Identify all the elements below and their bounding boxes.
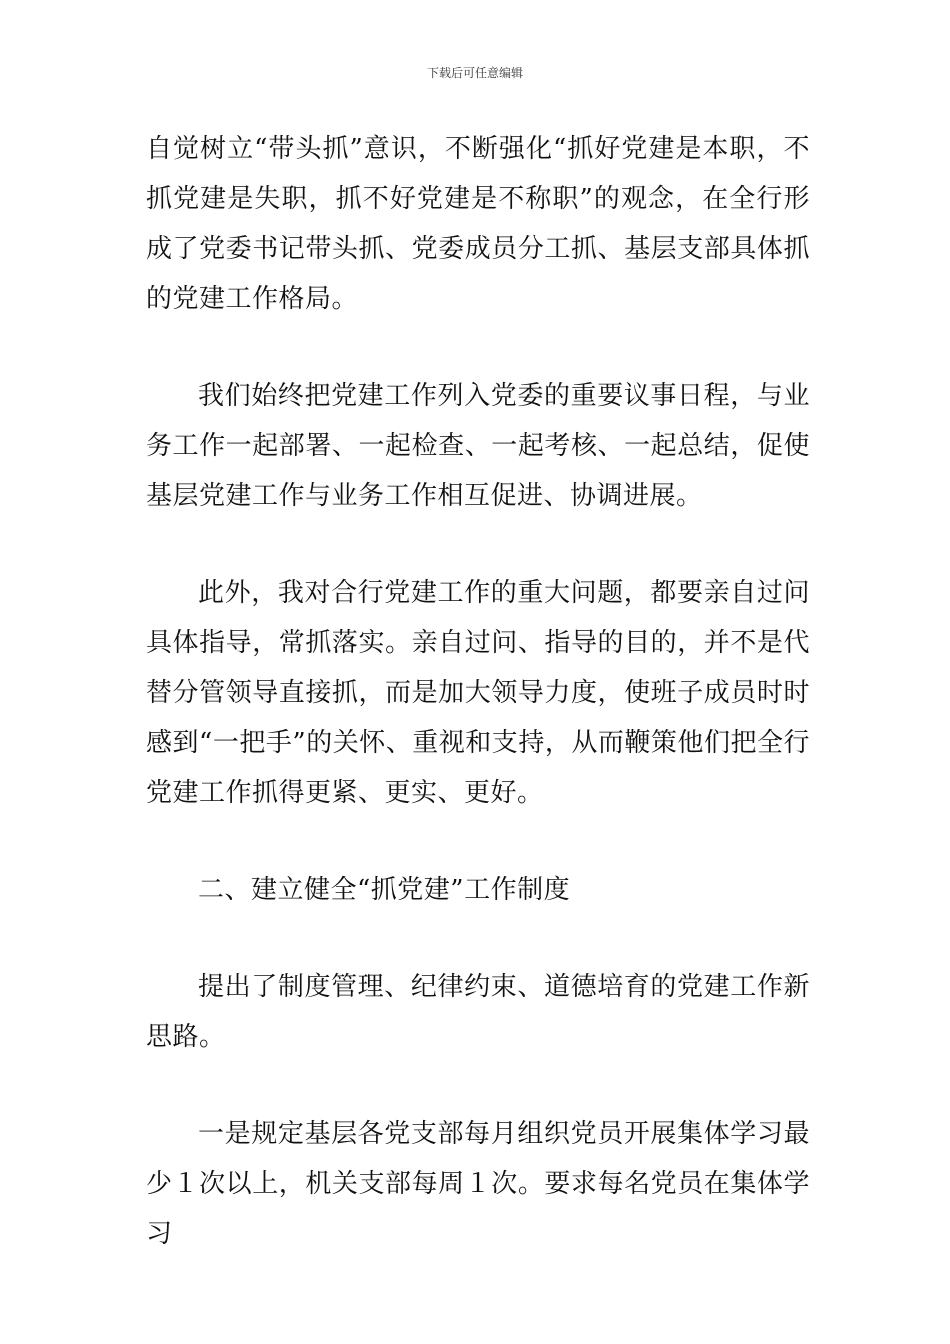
paragraph: 一是规定基层各党支部每月组织党员开展集体学习最少１次以上，机关支部每周１次。要求每名党员在集体学习 [146, 1119, 810, 1249]
paragraph: 我们始终把党建工作列入党委的重要议事日程，与业务工作一起部署、一起检查、一起考核、一起总结，促使基层党建工作与业务工作相互促进、协调进展。 [146, 381, 810, 511]
paragraph: 此外，我对合行党建工作的重大问题，都要亲自过问具体指导，常抓落实。亲自过问、指导的目的，并不是代替分管领导直接抓，而是加大领导力度，使班子成员时时感到“一把手”的关怀、重视和支持，从而鞭策他们把全行党建工作抓得更紧、更实、更好。 [146, 578, 810, 808]
paragraph-continued: 自觉树立“带头抓”意识，不断强化“抓好党建是本职，不抓党建是失职，抓不好党建是不称职”的观念，在全行形成了党委书记带头抓、党委成员分工抓、基层支部具体抓的党建工作格局。 [146, 134, 810, 314]
paragraph: 提出了制度管理、纪律约束、道德培育的党建工作新思路。 [146, 972, 810, 1052]
document-body [146, 124, 810, 1259]
page-header: 下载后可任意编辑 [426, 66, 523, 80]
section-heading: 二、建立健全“抓党建”工作制度 [198, 875, 571, 905]
